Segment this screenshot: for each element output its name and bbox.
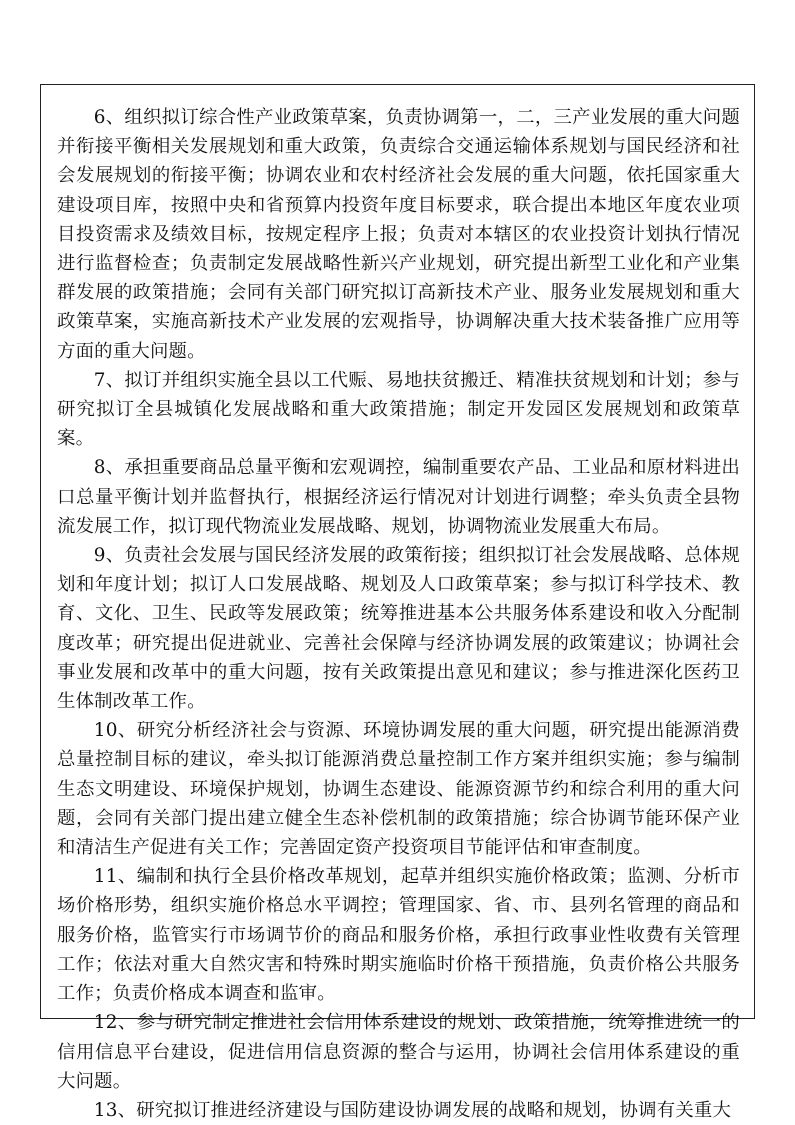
paragraph-item-6: 6、组织拟订综合性产业政策草案，负责协调第一，二，三产业发展的重大问题并衔接平衡相关发展规划和重大政策，负责综合交通运输体系规划与国民经济和社会发展规划的衔接平衡；协调农业和农村经济社会发展的重大问题，依托国家重大建设项目库，按照中央和省预算内投资年度目标要求，联合提出本地区年度农业项目投资需求及绩效目标，按规定程序上报；负责对本辖区的农业投资计划执行情况进行监督检查；负责制定发展战略性新兴产业规划，研究提出新型工业化和产业集群发展的政策措施；会同有关部门研究拟订高新技术产业、服务业发展规划和重大政策草案，实施高新技术产业发展的宏观指导，协调解决重大技术装备推广应用等方面的重大问题。 (57, 107, 740, 362)
paragraph-item-13: 13、研究拟订推进经济建设与国防建设协调发展的战略和规划，协调有关重大 (93, 1099, 732, 1121)
paragraph-item-10: 10、研究分析经济社会与资源、环境协调发展的重大问题，研究提出能源消费总量控制目标的建议，牵头拟订能源消费总量控制工作方案并组织实施；参与编制生态文明建设、环境保护规划，协调生态建设、能源资源节约和综合利用的重大问题，会同有关部门提出建立健全生态补偿机制的政策措施；综合协调节能环保产业和清洁生产促进有关工作；完善固定资产投资项目节能评估和审查制度。 (57, 720, 740, 859)
paragraph-item-11: 11、编制和执行全县价格改革规划，起草并组织实施价格政策；监测、分析市场价格形势，组织实施价格总水平调控；管理国家、省、市、县列名管理的商品和服务价格，监管实行市场调节价的商品和服务价格，承担行政事业性收费有关管理工作；依法对重大自然灾害和特殊时期实施临时价格干预措施，负责价格公共服务工作；负责价格成本调查和监审。 (57, 866, 740, 1005)
document-frame (40, 84, 755, 1121)
paragraph-item-7: 7、拟订并组织实施全县以工代赈、易地扶贫搬迁、精准扶贫规划和计划；参与研究拟订全县城镇化发展战略和重大政策措施；制定开发园区发展规划和政策草案。 (57, 369, 740, 450)
paragraph-item-9: 9、负责社会发展与国民经济发展的政策衔接；组织拟订社会发展战略、总体规划和年度计划；拟订人口发展战略、规划及人口政策草案；参与拟订科学技术、教育、文化、卫生、民政等发展政策；统筹推进基本公共服务体系建设和收入分配制度改革；研究提出促进就业、完善社会保障与经济协调发展的政策建议；协调社会事业发展和改革中的重大问题，按有关政策提出意见和建议；参与推进深化医药卫生体制改革工作。 (57, 545, 740, 713)
paragraph-item-12: 12、参与研究制定推进社会信用体系建设的规划、政策措施，统筹推进统一的信用信息平台建设，促进信用信息资源的整合与运用，协调社会信用体系建设的重大问题。 (57, 1012, 740, 1092)
paragraph-item-8: 8、承担重要商品总量平衡和宏观调控，编制重要农产品、工业品和原材料进出口总量平衡计划并监督执行，根据经济运行情况对计划进行调整；牵头负责全县物流发展工作，拟订现代物流业发展战略、规划，协调物流业发展重大布局。 (57, 457, 740, 537)
document-body (57, 103, 740, 1125)
